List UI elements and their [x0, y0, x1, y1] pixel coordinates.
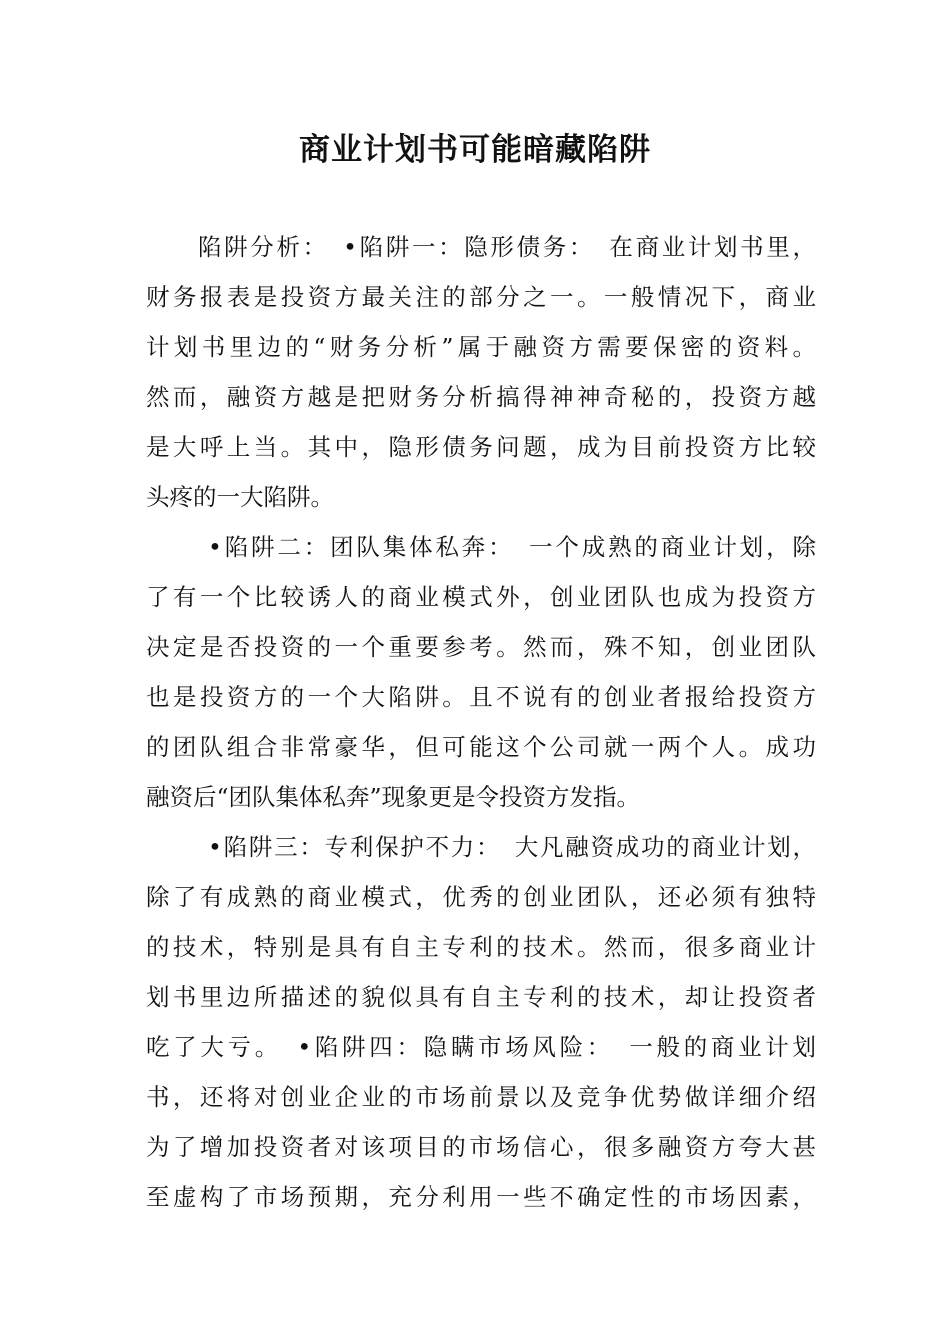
paragraph-line: 头疼的一大陷阱。 [146, 483, 334, 511]
paragraph-line: 划书里边所描述的貌似具有自主专利的技术，却让投资者 [146, 983, 816, 1011]
paragraph-line: 吃了大亏。 •陷阱四：隐瞒市场风险： 一般的商业计划 [146, 1033, 816, 1061]
paragraph-line: 书，还将对创业企业的市场前景以及竞争优势做详细介绍 [146, 1083, 816, 1111]
paragraph-line: 决定是否投资的一个重要参考。然而，殊不知，创业团队 [146, 633, 816, 661]
paragraph-line: 也是投资方的一个大陷阱。且不说有的创业者报给投资方 [146, 683, 816, 711]
paragraph-line: 至虚构了市场预期，充分利用一些不确定性的市场因素， [146, 1183, 816, 1211]
paragraph-line: 计划书里边的“财务分析”属于融资方需要保密的资料。 [146, 333, 816, 361]
paragraph-line: 的团队组合非常豪华，但可能这个公司就一两个人。成功 [146, 733, 816, 761]
paragraph-line: 融资后“团队集体私奔”现象更是令投资方发指。 [146, 783, 641, 811]
paragraph-line: 财务报表是投资方最关注的部分之一。一般情况下，商业 [146, 283, 816, 311]
paragraph-line: •陷阱二：团队集体私奔： 一个成熟的商业计划，除 [208, 533, 816, 561]
paragraph-line: 的技术，特别是具有自主专利的技术。然而，很多商业计 [146, 933, 816, 961]
paragraph-line: 为了增加投资者对该项目的市场信心，很多融资方夸大甚 [146, 1133, 816, 1161]
paragraph-line: •陷阱三：专利保护不力： 大凡融资成功的商业计划， [208, 833, 816, 861]
paragraph-line: 然而，融资方越是把财务分析搞得神神奇秘的，投资方越 [146, 383, 816, 411]
paragraph-line: 陷阱分析： •陷阱一：隐形债务： 在商业计划书里， [198, 233, 816, 261]
paragraph-line: 了有一个比较诱人的商业模式外，创业团队也成为投资方 [146, 583, 816, 611]
document-title: 商业计划书可能暗藏陷阱 [299, 132, 651, 168]
paragraph-line: 除了有成熟的商业模式，优秀的创业团队，还必须有独特 [146, 883, 816, 911]
paragraph-line: 是大呼上当。其中，隐形债务问题，成为目前投资方比较 [146, 433, 816, 461]
